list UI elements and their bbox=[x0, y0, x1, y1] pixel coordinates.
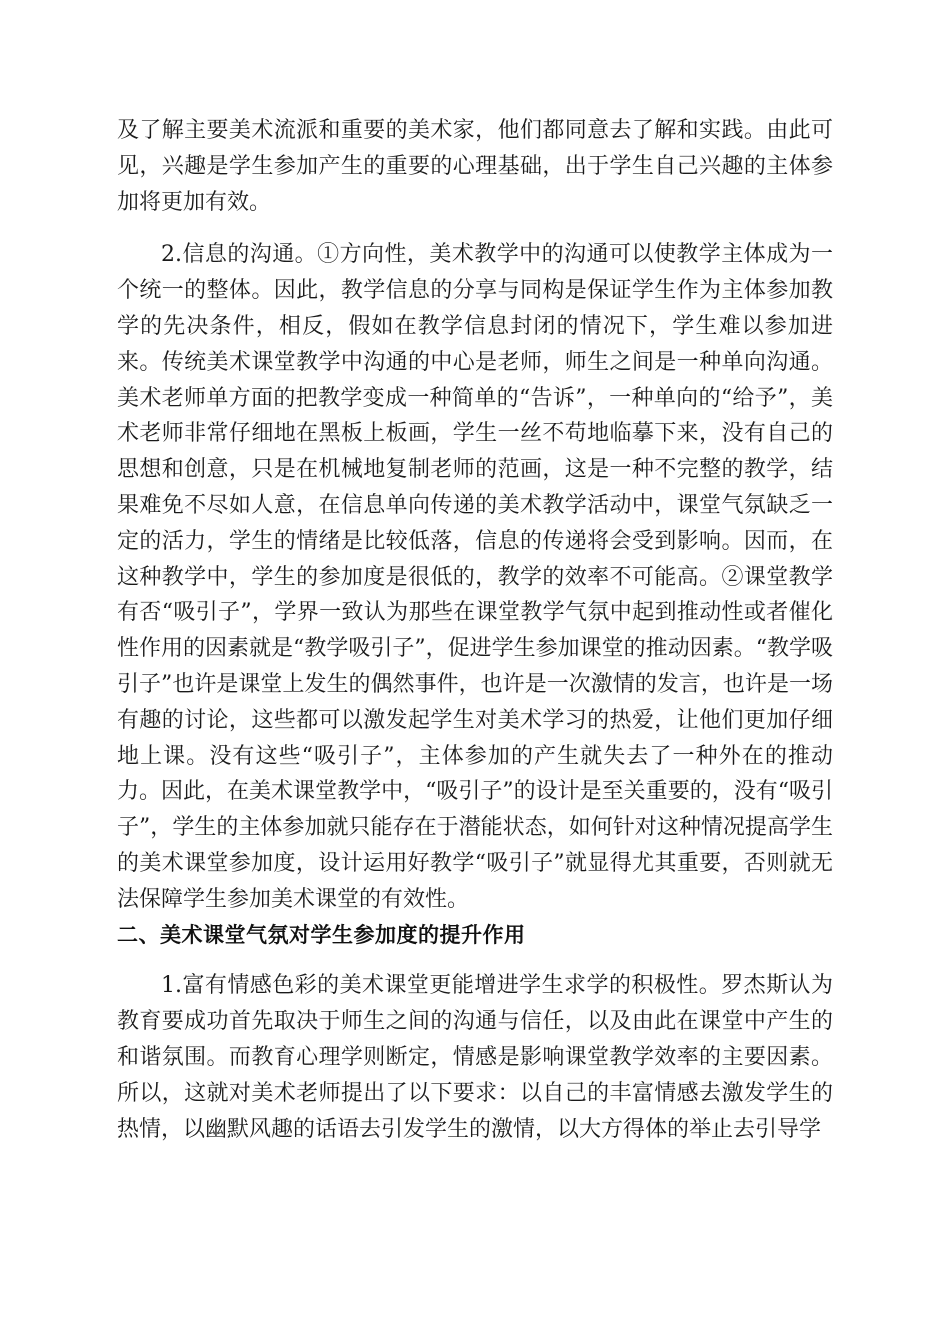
paragraph-emotional-classroom: 1.富有情感色彩的美术课堂更能增进学生求学的积极性。罗杰斯认为教育要成功首先取决于师生之间的沟通与信任，以及由此在课堂中产生的和谐氛围。而教育心理学则断定，情感是影响课堂教学效率的主要因素。所以，这就对美术老师提出了以下要求：以自己的丰富情感去激发学生的热情，以幽默风趣的话语去引发学生的激情，以大方得体的举止去引导学 bbox=[117, 973, 833, 1142]
section-heading: 二、美术课堂气氛对学生参加度的提升作用 bbox=[117, 922, 526, 947]
document-body bbox=[117, 113, 833, 1147]
paragraph-information-communication: 2.信息的沟通。①方向性，美术教学中的沟通可以使教学主体成为一个统一的整体。因此，教学信息的分享与同构是保证学生作为主体参加教学的先决条件，相反，假如在教学信息封闭的情况下，学生难以参加进来。传统美术课堂教学中沟通的中心是老师，师生之间是一种单向沟通。美术老师单方面的把教学变成一种简单的“告诉”，一种单向的“给予”，美术老师非常仔细地在黑板上板画，学生一丝不苟地临摹下来，没有自己的思想和创意，只是在机械地复制老师的范画，这是一种不完整的教学，结果难免不尽如人意，在信息单向传递的美术教学活动中，课堂气氛缺乏一定的活力，学生的情绪是比较低落，信息的传递将会受到影响。因而，在这种教学中，学生的参加度是很低的，教学的效率不可能高。②课堂教学有否“吸引子”，学界一致认为那些在课堂教学气氛中起到推动性或者催化性作用的因素就是“教学吸引子”，促进学生参加课堂的推动因素。“教学吸引子”也许是课堂上发生的偶然事件，也许是一次激情的发言，也许是一场有趣的讨论，这些都可以激发起学生对美术学习的热爱，让他们更加仔细地上课。没有这些“吸引子”，主体参加的产生就失去了一种外在的推动力。因此，在美术课堂教学中，“吸引子”的设计是至关重要的，没有“吸引子”，学生的主体参加就只能存在于潜能状态，如何针对这种情况提高学生的美术课堂参加度，设计运用好教学“吸引子”就显得尤其重要，否则就无法保障学生参加美术课堂的有效性。 bbox=[117, 242, 833, 912]
paragraph-continuation: 及了解主要美术流派和重要的美术家，他们都同意去了解和实践。由此可见，兴趣是学生参加产生的重要的心理基础，出于学生自己兴趣的主体参加将更加有效。 bbox=[117, 118, 833, 215]
